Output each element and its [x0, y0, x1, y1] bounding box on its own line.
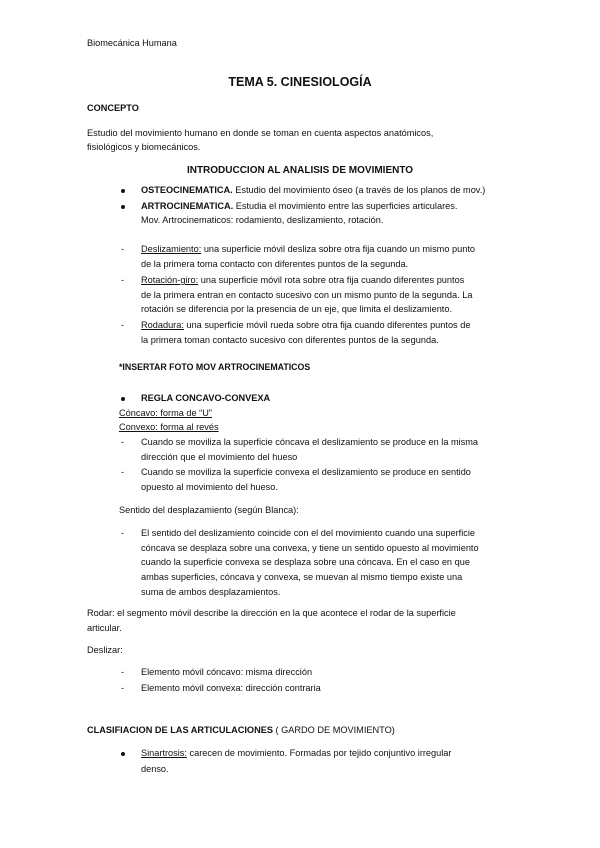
concepto-heading: CONCEPTO	[87, 103, 139, 113]
artrocinematica-sub: Mov. Artrocinematicos: rodamiento, deslizamiento, rotación.	[141, 215, 384, 225]
rodadura-text: una superficie móvil rueda sobre otra fija cuando diferentes puntos de	[183, 320, 471, 330]
concavo-definition: Cóncavo: forma de “U”	[119, 408, 212, 418]
deslizar-item-2: Elemento móvil convexa: dirección contraria	[141, 683, 321, 693]
intro-heading: INTRODUCCION AL ANALISIS DE MOVIMIENTO	[186, 165, 414, 176]
sinartrosis-line-1	[141, 746, 451, 761]
deslizamiento-text: una superficie móvil desliza sobre otra fija cuando un mismo punto	[201, 244, 475, 254]
dash-icon: -	[121, 437, 125, 447]
rotacion-term: Rotación-giro:	[141, 275, 199, 285]
sentido-line-5: suma de ambos desplazamientos.	[141, 587, 281, 597]
rodadura-line-1	[141, 318, 470, 333]
page-header: Biomecánica Humana	[87, 38, 177, 48]
rodar-line-1: Rodar: el segmento móvil describe la dirección en la que acontece el rodar de la superficie	[87, 608, 456, 618]
osteocinematica-item	[141, 183, 485, 198]
rodadura-term: Rodadura:	[141, 320, 184, 330]
convexo-definition: Convexo: forma al revés	[119, 422, 219, 432]
rodadura-line-2: la primera toman contacto sucesivo con diferentes puntos de la segunda.	[141, 335, 439, 345]
artrocinematica-term: ARTROCINEMATICA.	[141, 201, 234, 211]
concepto-line-1: Estudio del movimiento humano en donde se toman en cuenta aspectos anatómicos,	[87, 128, 434, 138]
dash-icon: -	[121, 467, 125, 477]
insertar-foto-note: *INSERTAR FOTO MOV ARTROCINEMATICOS	[119, 362, 311, 372]
clasificacion-heading	[87, 723, 395, 738]
dash-icon: -	[121, 667, 125, 677]
regla-item-2-line-1: Cuando se moviliza la superficie convexa el deslizamiento se produce en sentido	[141, 467, 471, 477]
deslizar-item-1: Elemento móvil cóncavo: misma dirección	[141, 667, 313, 677]
rotacion-line-1	[141, 273, 464, 288]
rotacion-text: una superficie móvil rota sobre otra fija cuando diferentes puntos	[198, 275, 465, 285]
deslizamiento-term: Deslizamiento:	[141, 244, 202, 254]
sentido-heading: Sentido del desplazamiento (según Blanca):	[119, 505, 299, 515]
rotacion-line-3: rotación se diferencia por la presencia de un eje, que limita el deslizamiento.	[141, 304, 453, 314]
bullet-icon	[121, 205, 125, 209]
sentido-line-4: ambas superficies, cóncava y convexa, se muevan al mismo tiempo existe una	[141, 572, 463, 582]
bullet-icon	[121, 752, 125, 756]
artrocinematica-item	[141, 199, 457, 214]
regla-item-2-line-2: opuesto al movimiento del hueso.	[141, 482, 278, 492]
deslizamiento-line-2: de la primera toma contacto con diferentes puntos de la segunda.	[141, 259, 409, 269]
dash-icon: -	[121, 244, 125, 254]
sentido-line-1: El sentido del deslizamiento coincide con el del movimiento cuando una superficie	[141, 528, 476, 538]
osteocinematica-text: Estudio del movimiento óseo (a través de los planos de mov.)	[232, 185, 486, 195]
clasificacion-suffix: ( GARDO DE MOVIMIENTO)	[272, 725, 395, 735]
regla-item-1-line-1: Cuando se moviliza la superficie cóncava el deslizamiento se produce en la misma	[141, 437, 479, 447]
dash-icon: -	[121, 320, 125, 330]
dash-icon: -	[121, 275, 125, 285]
deslizar-heading: Deslizar:	[87, 645, 123, 655]
page-title: TEMA 5. CINESIOLOGÍA	[228, 75, 372, 89]
rotacion-line-2: de la primera entran en contacto sucesivo con un mismo punto de la segunda. La	[141, 290, 473, 300]
concepto-line-2: fisiológicos y biomecánicos.	[87, 142, 201, 152]
sentido-line-2: cóncava se desplaza sobre una convexa, y tiene un sentido opuesto al movimiento	[141, 543, 479, 553]
deslizamiento-line-1	[141, 242, 475, 257]
regla-heading: REGLA CONCAVO-CONVEXA	[141, 393, 271, 403]
artrocinematica-text: Estudia el movimiento entre las superficies articulares.	[233, 201, 458, 211]
sentido-line-3: cuando la superficie convexa se desplaza sobre una cóncava. En el caso en que	[141, 557, 470, 567]
dash-icon: -	[121, 683, 125, 693]
sinartrosis-term: Sinartrosis:	[141, 748, 187, 758]
osteocinematica-term: OSTEOCINEMATICA.	[141, 185, 233, 195]
dash-icon: -	[121, 528, 125, 538]
sinartrosis-text: carecen de movimiento. Formadas por tejido conjuntivo irregular	[186, 748, 452, 758]
rodar-line-2: articular.	[87, 623, 122, 633]
bullet-icon	[121, 189, 125, 193]
sinartrosis-line-2: denso.	[141, 764, 169, 774]
clasificacion-title: CLASIFIACION DE LAS ARTICULACIONES	[87, 725, 273, 735]
regla-item-1-line-2: dirección que el movimiento del hueso	[141, 452, 298, 462]
